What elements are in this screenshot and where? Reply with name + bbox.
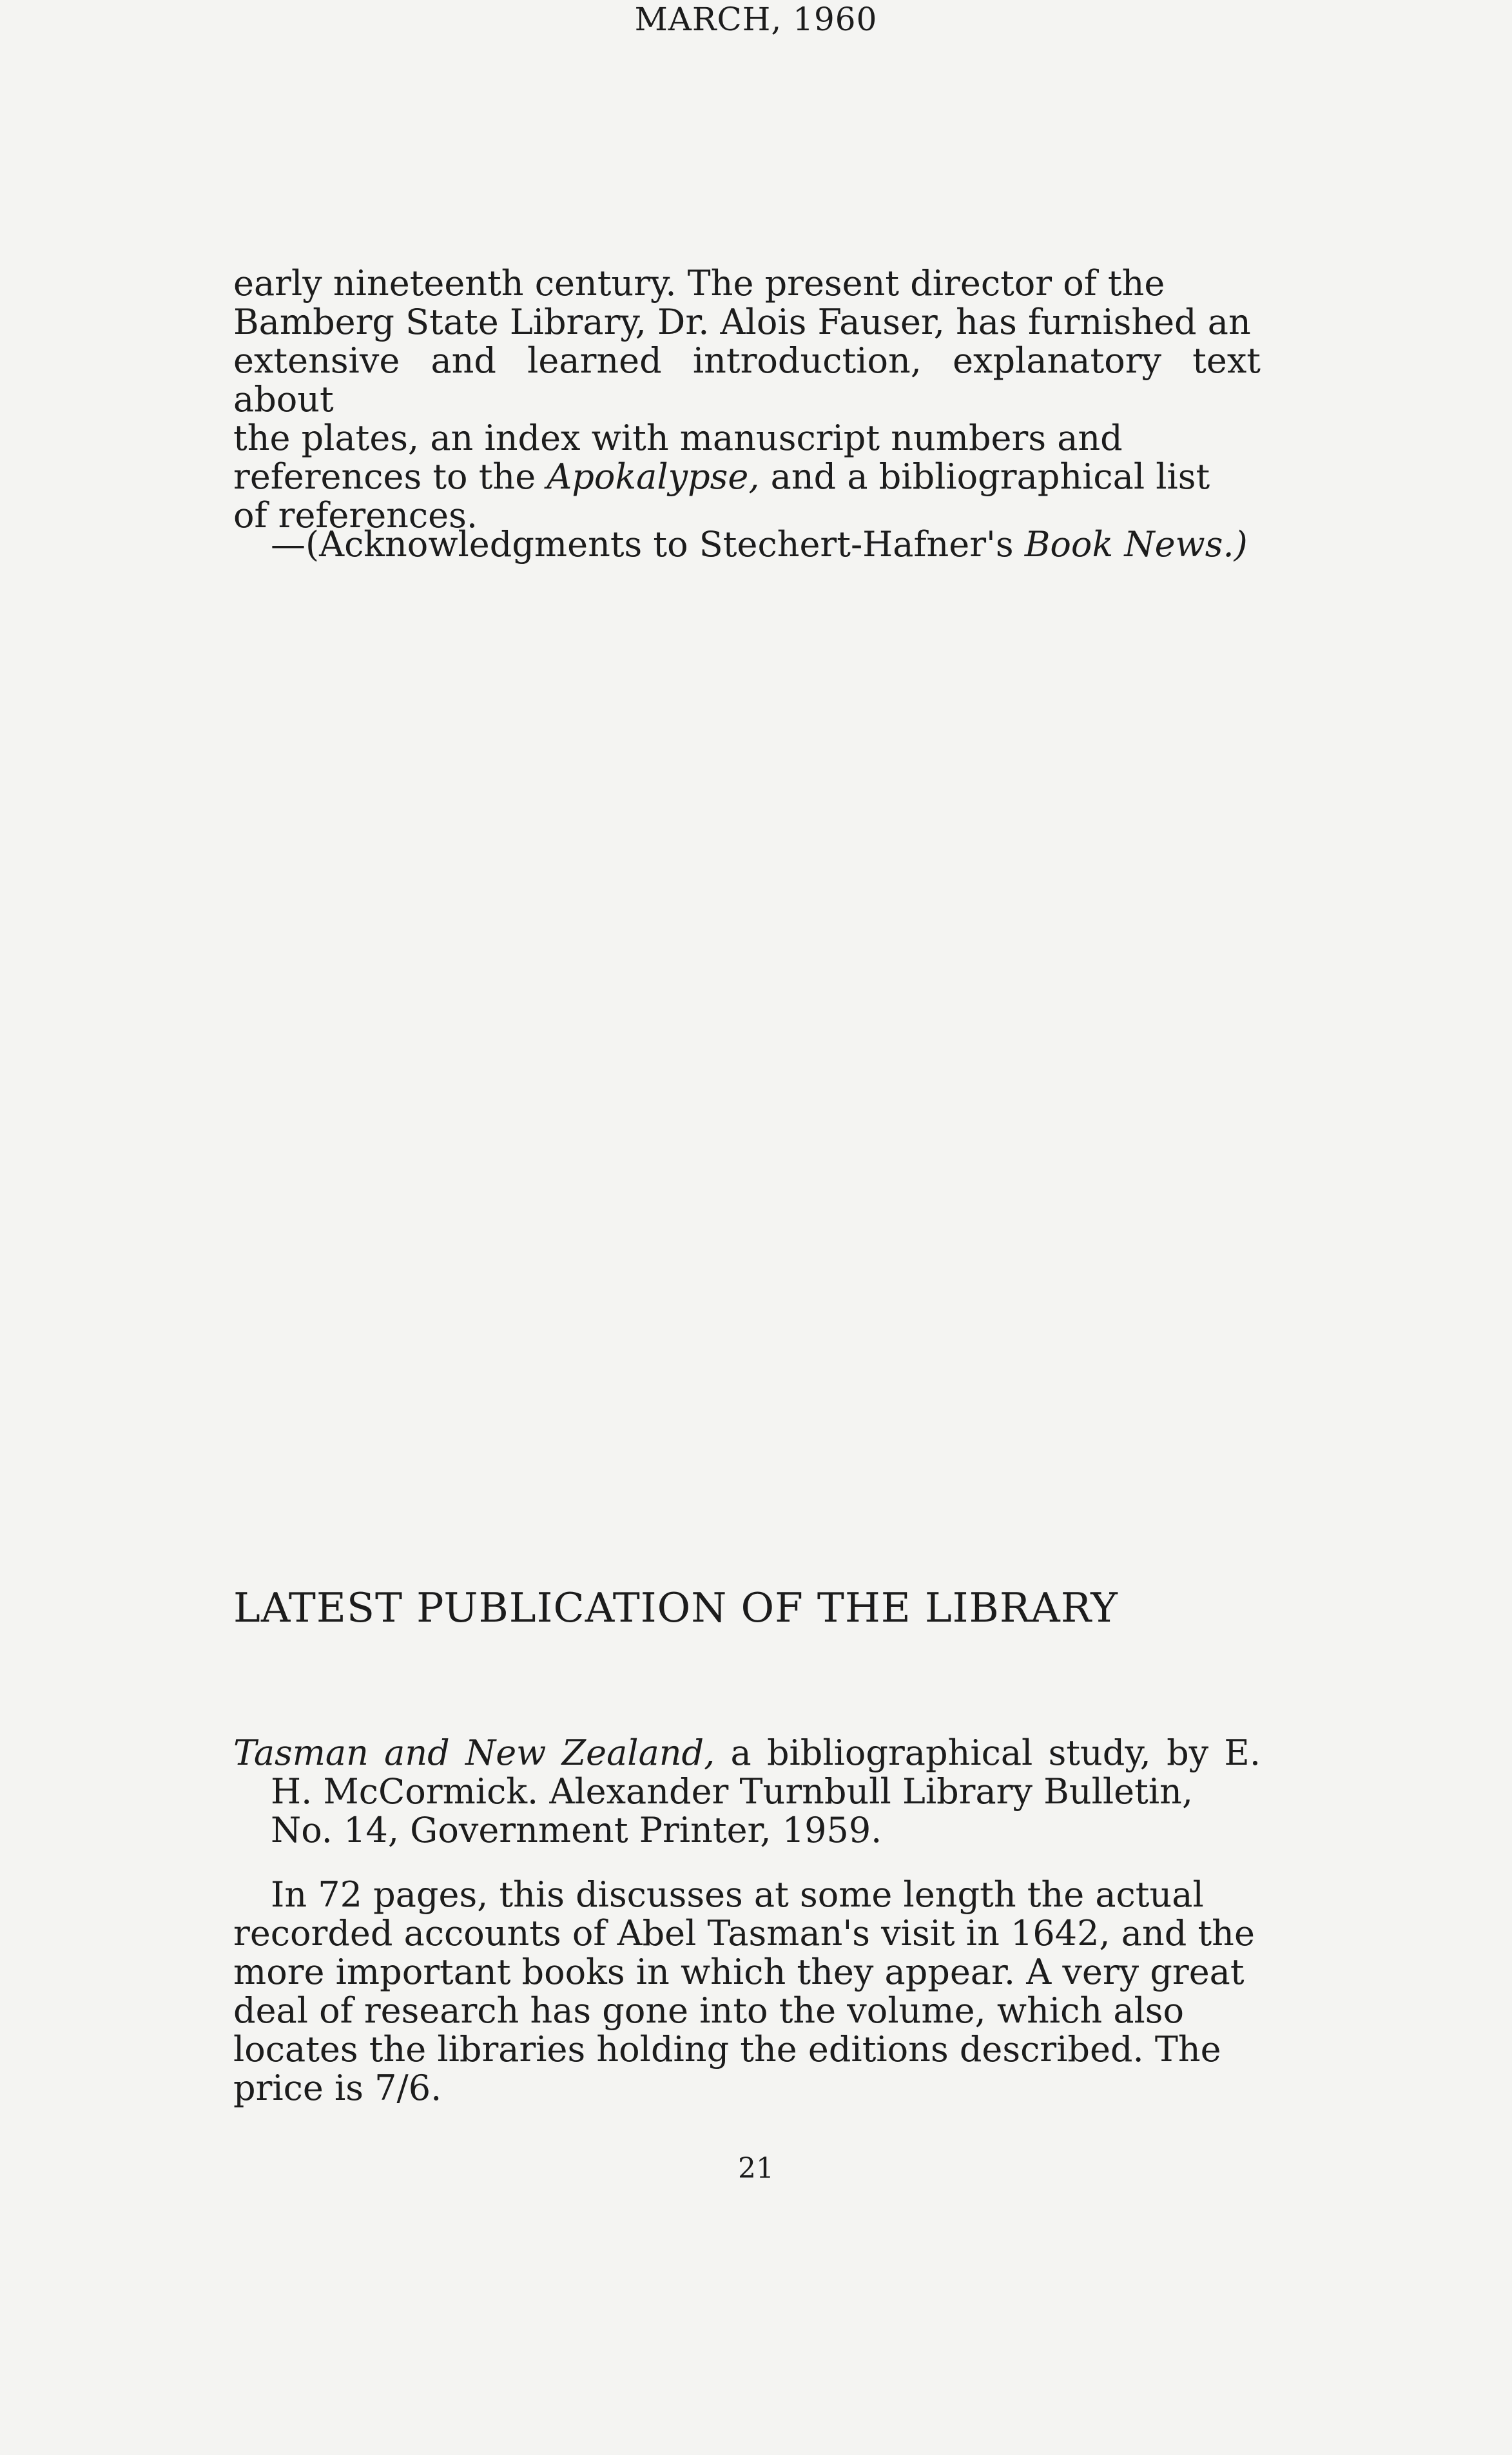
text-line: the plates, an index with manuscript numbers and (233, 418, 1123, 458)
acknowledgment-text: —(Acknowledgments to Stechert-Hafner's (271, 524, 1025, 565)
intro-paragraph (233, 264, 1261, 535)
text-segment: and a bibliographical list (759, 456, 1210, 497)
text-segment: In 72 pages, this discusses at some length the actual (271, 1874, 1204, 1915)
bibliographic-entry (233, 1734, 1261, 1850)
text-line: extensive and learned introduction, explanatory text about (233, 340, 1261, 420)
text-line (233, 458, 1261, 496)
italic-source: Book News.) (1024, 524, 1248, 565)
acknowledgment-line (233, 525, 1298, 564)
description-paragraph (233, 1876, 1261, 2108)
text-line: early nineteenth century. The present director of the (233, 263, 1165, 304)
text-line: Bamberg State Library, Dr. Alois Fauser, has furnished an (233, 302, 1251, 342)
section-date: MARCH, 1960 (634, 1, 878, 38)
italic-title: Apokalypse, (547, 456, 760, 497)
page-number: 21 (738, 2152, 774, 2185)
text-line: price is 7/6. (233, 2068, 442, 2108)
text-segment: references to the (233, 456, 547, 497)
text-line: of references. (233, 495, 478, 536)
entry-continuation: No. 14, Government Printer, 1959. (271, 1810, 882, 1850)
text-line: deal of research has gone into the volume, which also (233, 1990, 1185, 2031)
text-line: recorded accounts of Abel Tasman's visit in 1642, and the (233, 1913, 1255, 1954)
section-heading: LATEST PUBLICATION OF THE LIBRARY (233, 1584, 1118, 1631)
text-line: more important books in which they appear. A very great (233, 1952, 1245, 1992)
entry-text: a bibliographical study, by E. (715, 1732, 1261, 1773)
text-line: locates the libraries holding the editions described. The (233, 2029, 1221, 2070)
entry-title: Tasman and New Zealand, (233, 1732, 715, 1773)
entry-first-line (233, 1734, 1261, 1772)
text-line (233, 1876, 1261, 1914)
entry-continuation: H. McCormick. Alexander Turnbull Library Bulletin, (271, 1771, 1194, 1812)
